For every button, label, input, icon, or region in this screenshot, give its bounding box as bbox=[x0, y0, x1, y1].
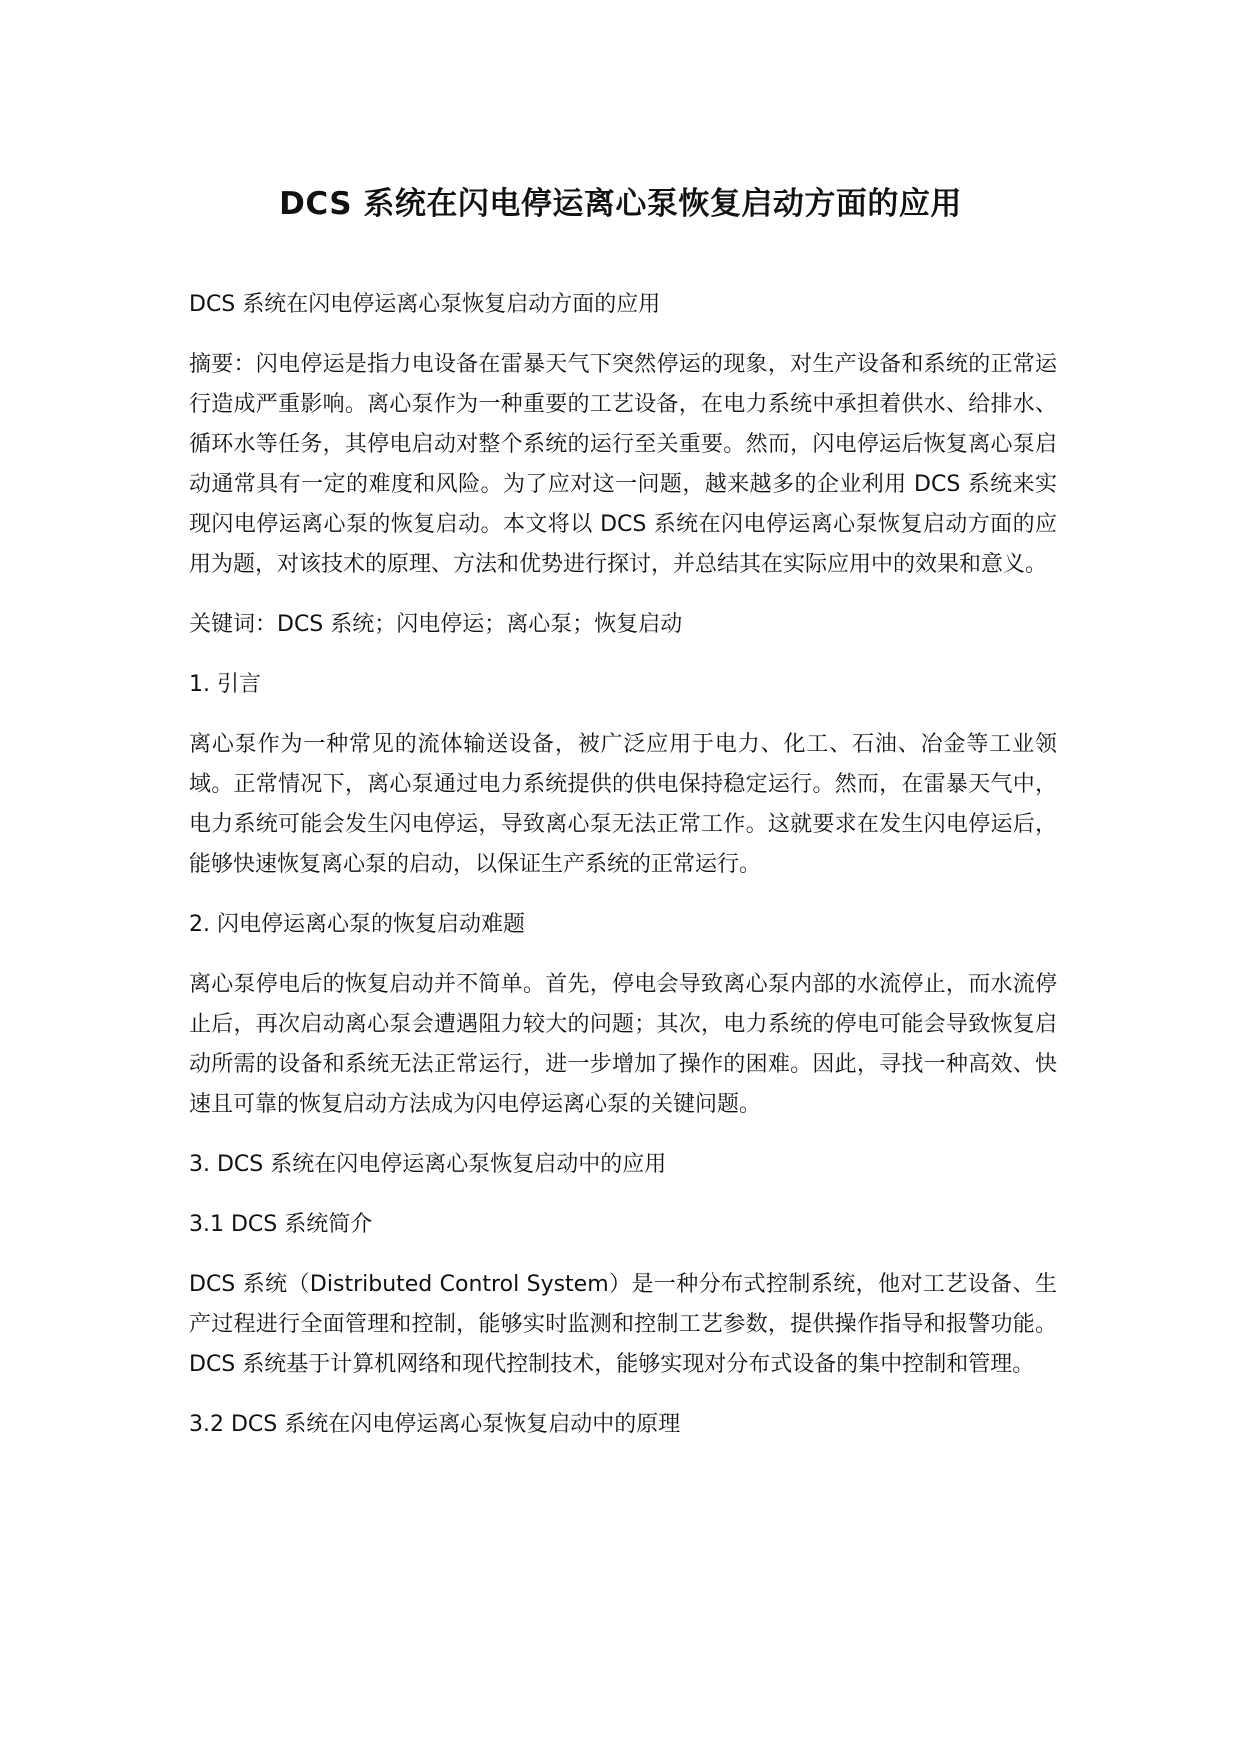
subsection-heading-3-2: 3.2 DCS 系统在闪电停运离心泵恢复启动中的原理 bbox=[189, 1412, 681, 1437]
subtitle-paragraph: DCS 系统在闪电停运离心泵恢复启动方面的应用 bbox=[189, 292, 661, 317]
body-paragraph: DCS 系统（Distributed Control System）是一种分布式控制系统，他对工艺设备、生产过程进行全面管理和控制，能够实时监测和控制工艺参数，提供操作指导和报警功能。DCS 系统基于计算机网络和现代控制技术，能够实现对分布式设备的集中控制和管理。 bbox=[189, 1272, 1057, 1377]
body-paragraph: 离心泵作为一种常见的流体输送设备，被广泛应用于电力、化工、石油、冶金等工业领域。正常情况下，离心泵通过电力系统提供的供电保持稳定运行。然而，在雷暴天气中，电力系统可能会发生闪电停运，导致离心泵无法正常工作。这就要求在发生闪电停运后，能够快速恢复离心泵的启动，以保证生产系统的正常运行。 bbox=[189, 732, 1057, 877]
section-heading-3: 3. DCS 系统在闪电停运离心泵恢复启动中的应用 bbox=[189, 1152, 667, 1177]
document-body bbox=[189, 285, 1057, 1465]
section-heading-1: 1. 引言 bbox=[189, 672, 261, 697]
section-heading-2: 2. 闪电停运离心泵的恢复启动难题 bbox=[189, 912, 525, 937]
subsection-heading-3-1: 3.1 DCS 系统简介 bbox=[189, 1212, 373, 1237]
document-title: DCS 系统在闪电停运离心泵恢复启动方面的应用 bbox=[279, 186, 962, 222]
keywords-paragraph: 关键词：DCS 系统；闪电停运；离心泵；恢复启动 bbox=[189, 612, 683, 637]
abstract-paragraph: 摘要：闪电停运是指力电设备在雷暴天气下突然停运的现象，对生产设备和系统的正常运行造成严重影响。离心泵作为一种重要的工艺设备，在电力系统中承担着供水、给排水、循环水等任务，其停电启动对整个系统的运行至关重要。然而，闪电停运后恢复离心泵启动通常具有一定的难度和风险。为了应对这一问题，越来越多的企业利用 DCS 系统来实现闪电停运离心泵的恢复启动。本文将以 DCS 系统在闪电停运离心泵恢复启动方面的应用为题，对该技术的原理、方法和优势进行探讨，并总结其在实际应用中的效果和意义。 bbox=[189, 352, 1057, 577]
body-paragraph: 离心泵停电后的恢复启动并不简单。首先，停电会导致离心泵内部的水流停止，而水流停止后，再次启动离心泵会遭遇阻力较大的问题；其次，电力系统的停电可能会导致恢复启动所需的设备和系统无法正常运行，进一步增加了操作的困难。因此，寻找一种高效、快速且可靠的恢复启动方法成为闪电停运离心泵的关键问题。 bbox=[189, 972, 1057, 1117]
